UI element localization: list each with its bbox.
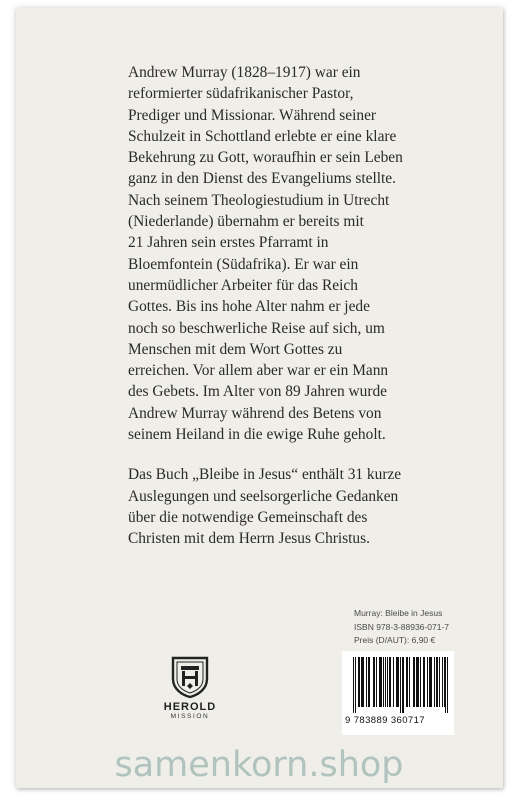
barcode-bar (390, 657, 391, 707)
text-line: Das Buch „Bleibe in Jesus“ enthält 31 kurze (128, 466, 402, 484)
barcode-digits: 9 783889 360717 (345, 715, 425, 726)
text-line: unermüdlicher Arbeiter für das Reich (128, 276, 358, 294)
text-line: Auslegungen und seelsorgerliche Gedanken (128, 487, 399, 505)
barcode-label (342, 651, 454, 735)
barcode-bar (397, 657, 398, 707)
text-line: Bekehrung zu Gott, woraufhin er sein Leben (128, 149, 403, 167)
barcode-bar (403, 657, 404, 713)
text-line: Nach seinem Theologiestudium in Utrecht (128, 191, 390, 209)
barcode-bar (373, 657, 374, 707)
text-line: Christen mit dem Herrn Jesus Christus. (128, 530, 370, 548)
blurb-text (128, 62, 448, 550)
barcode-bar (444, 657, 445, 707)
barcode-bar (436, 657, 437, 707)
text-line: des Gebets. Im Alter von 89 Jahren wurde (128, 383, 388, 401)
barcode-bar (439, 657, 440, 707)
barcode-bar (363, 657, 364, 707)
text-line: erreichen. Vor allem aber war er ein Mann (128, 362, 389, 380)
barcode-bar (359, 657, 360, 707)
barcode-bar (387, 657, 388, 707)
publisher-subtitle: MISSION (170, 713, 210, 720)
barcode-bar (445, 657, 446, 713)
barcode-bar (413, 657, 414, 707)
text-line: Prediger und Missionar. Während seiner (128, 106, 377, 124)
barcode-bar (393, 657, 394, 707)
text-line: Schulzeit in Schottland erlebte er eine klare (128, 127, 397, 145)
text-line: Bloemfontein (Südafrika). Er war ein (128, 255, 359, 273)
barcode-bar (423, 657, 424, 707)
barcode-bar (434, 657, 435, 707)
text-line: 21 Jahren sein erstes Pfarramt in (128, 234, 329, 252)
imprint-title: Murray: Bleibe in Jesus (354, 608, 443, 618)
text-line: Gottes. Bis ins hohe Alter nahm er jede (128, 298, 370, 316)
barcode-bar (383, 657, 384, 707)
publisher-name: HEROLD (163, 701, 217, 713)
barcode-bar (424, 657, 425, 707)
barcode-bar (353, 657, 354, 713)
barcode-bar (417, 657, 418, 707)
text-line: noch so beschwerliche Reise auf sich, um (128, 319, 385, 337)
publisher-logo (150, 655, 230, 730)
watermark-text: samenkorn.shop (114, 745, 404, 785)
barcode-bar (396, 657, 397, 707)
text-line: (Niederlande) übernahm er bereits mit (128, 213, 364, 231)
barcode-bar (368, 657, 369, 707)
barcode-bar (380, 657, 381, 707)
barcode-bar (369, 657, 370, 707)
barcode-bar (420, 657, 421, 707)
barcode-bar (406, 657, 407, 707)
text-line: reformierter südafrikanischer Pastor, (128, 85, 354, 103)
barcode-bars (353, 657, 448, 713)
barcode-bar (431, 657, 432, 707)
blurb-paragraph-biography (128, 62, 448, 445)
barcode-bar (418, 657, 419, 707)
barcode-bar (398, 657, 399, 707)
barcode-bar (416, 657, 417, 707)
barcode-bar (381, 657, 382, 707)
barcode-bar (442, 657, 443, 707)
text-line: seinem Heiland in die ewige Ruhe geholt. (128, 426, 386, 444)
barcode-bar (376, 657, 377, 707)
text-line: Andrew Murray (1828–1917) war ein (128, 64, 361, 81)
barcode-bar (366, 657, 367, 707)
barcode-bar (407, 657, 408, 707)
barcode-bar (409, 657, 410, 707)
barcode-bar (361, 657, 362, 707)
barcode-bar (389, 657, 390, 707)
text-line: Menschen mit dem Wort Gottes zu (128, 340, 343, 358)
barcode-bar (430, 657, 431, 707)
barcode-bar (355, 657, 356, 713)
barcode-bar (447, 657, 448, 713)
blurb-paragraph-book (128, 464, 448, 549)
text-line: über die notwendige Gemeinschaft des (128, 508, 368, 526)
barcode-bar (414, 657, 415, 707)
barcode-bar (358, 657, 359, 707)
text-line: ganz in den Dienst des Evangeliums stellte. (128, 170, 396, 188)
imprint-isbn: ISBN 978-3-88936-071-7 (354, 621, 449, 632)
barcode-bar (400, 657, 401, 713)
herold-shield-icon (170, 655, 210, 699)
barcode-bar (437, 657, 438, 707)
barcode-bar (402, 657, 403, 713)
barcode-bar (362, 657, 363, 707)
barcode-bar (427, 657, 428, 707)
text-line: Andrew Murray während des Betens von (128, 404, 382, 422)
barcode-bar (374, 657, 375, 707)
barcode-bar (379, 657, 380, 707)
barcode-bar (385, 657, 386, 707)
imprint-info (354, 607, 449, 648)
barcode-bar (429, 657, 430, 707)
imprint-price: Preis (D/AUT): 6,90 € (354, 635, 436, 646)
